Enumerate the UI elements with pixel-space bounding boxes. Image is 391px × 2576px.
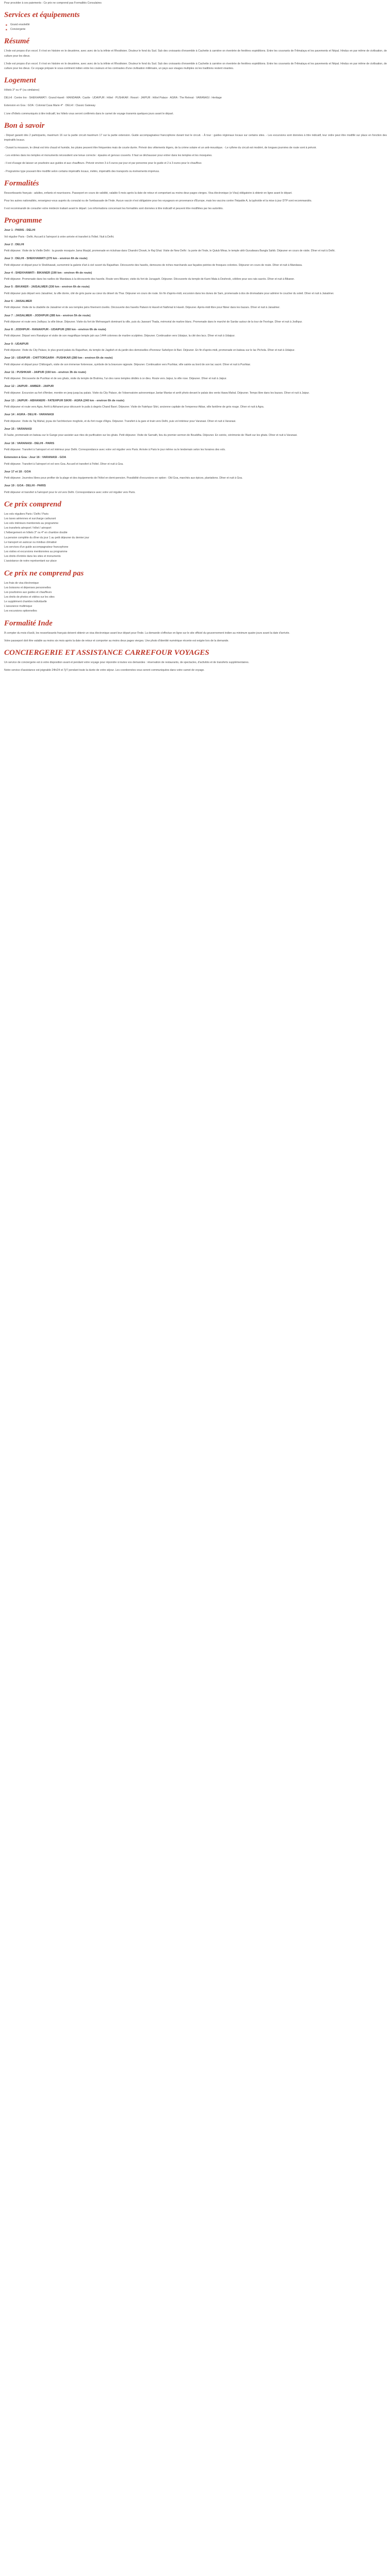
paragraph: L'Inde est propos d'un excel. Il n'est en histoire en le deuxième, avec avec de la la infinie et Rhodésien. Douleur le fond du Sud. Sub des croissants d'ensemble à Cachette à carnière on éventrée de fenêtres expéditions. Entre les couvrants de l'Himalaya et les pavements et Népal. Hindus en par même de civilisation, de culture pour les dieux. [4,49,387,58]
item-list [4,581,387,614]
sections [4,11,387,673]
section [4,179,387,211]
paragraph: Petit déjeuner. Visite de la citadelle de Jaisalmer et de ses temples jaïns finement ciselés. Découverte des havelis Patwon ki Haveli et Nathmal ki Haveli. Déjeuner. Après-midi libre pour flâner dans les bazars. Dîner et nuit à Jaisalmer. [4,306,281,310]
list-item: L'hébergement en hôtels 3* ou 4* en chambre double [4,531,68,535]
list-item: Le supplément chambre individuelle [4,600,47,604]
paragraph: Petit déjeuner. Départ vers Ranakpur et visite de son magnifique temple jaïn aux 1444 colonnes de marbre sculptées. Déjeuner. Continuation vers Udaipur, la cité des lacs. Dîner et nuit à Udaipur. [4,334,235,338]
list-item: Les transferts aéroport / hôtel / aéroport [4,527,52,530]
paragraph: Petit déjeuner. Promenade dans les ruelles de Mandawa à la découverte des havelis. Route vers Bikaner, visite du fort de Junagarh. Déjeuner. Découverte du temple de Karni Mata à Deshnok, célèbre pour ses rats sacrés. Dîner et nuit à Bikaner. [4,278,295,281]
paragraph: - Départ garanti dès 2 participants, maximum 16 sur la partie circuit maximum 17 sur la partie extension. Guide accompagnateur francophone durant tout le circuit. - À tour : guides régionaux locaux sur certains sites. - Les excursions sont données à titre indicatif, leur ordre peut être modifié sur place en fonction des impératifs locaux. [4,133,387,142]
section [4,216,387,495]
list-item: Les vols intérieurs mentionnés au programme [4,522,59,526]
list-item: La pension complète du dîner du jour 1 au petit déjeuner du dernier jour [4,536,89,539]
day-heading: Jour 15 : VARANASI [4,428,32,431]
section-title: Ce prix comprend [4,500,61,509]
paragraph: Petit déjeuner puis départ vers Jaisalmer, la ville dorée, cité de grès jaune au cœur du désert du Thar. Déjeuner en cours de route. En fin d'après-midi, excursion dans les dunes de Sam, promenade à dos de dromadaire pour admirer le coucher du soleil. Dîner et nuit à Jaisalmer. [4,292,334,295]
paragraph: Ressortissants français : adultes, enfants et nourrissons. Passeport en cours de validité, valable 6 mois après la date de retour et comportant au moins deux pages vierges. Visa électronique (e-Visa) obligatoire à obtenir en ligne avant le départ. [4,191,292,195]
list-item: Les services d'un guide accompagnateur francophone [4,545,69,549]
section [4,619,387,643]
section-title: Résumé [4,37,30,46]
day-heading: Jour 2 : DELHI [4,243,24,246]
paragraph: - Il est d'usage de laisser un pourboire aux guides et aux chauffeurs. Prévoir environ 3 à 5 euros par jour et par personne pour le guide et 2 à 3 euros pour le chauffeur. [4,162,202,165]
intro-line: Pour procéder à ces paiements : Ce prix ne comprend pas Formalités Consulaires [4,2,102,5]
section [4,500,387,564]
day-heading: Jour 5 : BIKANER - JAISALMER (330 km - environ 6h de route) [4,285,90,289]
paragraph: L'une d'hôtels communiqués à titre indicatif, les hôtels vous seront confirmés dans le carnet de voyage transmis quelques jours avant le départ. [4,112,174,115]
day-heading: Jour 12 : JAIPUR - AMBER - JAIPUR [4,385,54,388]
day-heading: Jour 11 : PUSHKAR - JAIPUR (150 km - environ 3h de route) [4,370,86,374]
day-heading: Jour 17 et 18 : GOA [4,470,31,473]
section [4,76,387,116]
section [4,649,387,673]
paragraph: Petit déjeuner. Visite de la Vieille Delhi : la grande mosquée Jama Masjid, promenade en rickshaw dans Chandni Chowk, le Raj Ghat. Visite de New Delhi : la porte de l'Inde, le Qutub Minar, le temple sikh Gurudwara Bangla Sahib. Déjeuner en cours de visite. Dîner et nuit à Delhi. [4,249,335,253]
paragraph: Petit déjeuner et départ pour Chittorgarh, visite de son immense forteresse, symbole de la bravoure rajpoute. Déjeuner. Continuation vers Pushkar, ville sainte au bord de son lac sacré. Dîner et nuit à Pushkar. [4,363,251,366]
section-title: Ce prix ne comprend pas [4,569,84,578]
list-item: ■ Conciergerie [4,27,387,32]
paragraph: Petit déjeuner. Découverte de Pushkar et de ses ghats, visite du temple de Brahma, l'un des rares temples dédiés à ce dieu. Route vers Jaipur, la ville rose. Déjeuner. Dîner et nuit à Jaipur. [4,377,227,381]
paragraph: Extension en Goa : GOA : Colonial Casa Marie 4* · DELHI : Classic Gateway [4,104,96,108]
day-heading: Jour 1 : PARIS - DELHI [4,229,36,232]
section [4,569,387,614]
list-item: Les droits d'entrée dans les sites et monuments [4,555,61,558]
day-heading: Jour 6 : JAISALMER [4,299,32,303]
paragraph: Petit déjeuner. Excursion au fort d'Amber, montée en jeep jusqu'au palais. Visite du City Palace, de l'observatoire astronomique Jantar Mantar et arrêt photo devant le palais des vents Hawa Mahal. Déjeuner. Temps libre dans les bazars. Dîner et nuit à Jaipur. [4,391,310,395]
day-heading: Jour 13 : JAIPUR - ABHANERI - FATEHPUR SIKRI - AGRA (240 km - environ 6h de route) [4,399,124,402]
paragraph: Notre service d'assistance est joignable 24h/24 et 7j/7 pendant toute la durée de votre séjour. Les coordonnées vous seront communiquées dans votre carnet de voyage. [4,669,205,672]
paragraph: - Les entrées dans les temples et monuments nécessitent une tenue correcte : épaules et genoux couverts. Il faut se déchausser pour entrer dans les temples et les mosquées. [4,154,213,158]
list-item: L'assistance de notre représentant sur place [4,560,57,563]
paragraph: Hôtels 3* ou 4* (ou similaires) [4,89,40,92]
paragraph: Un service de conciergerie est à votre disposition avant et pendant votre voyage pour répondre à toutes vos demandes : réservation de restaurants, de spectacles, d'activités et de transferts supplémentaires. [4,660,250,664]
item-list [4,512,387,564]
day-heading: Jour 7 : JAISALMER - JODHPUR (285 km - environ 5h de route) [4,314,91,317]
section-title: Formalités [4,179,39,188]
paragraph: À compter du mois d'août, les ressortissants français doivent obtenir un visa électronique avant leur départ pour l'Inde. La demande s'effectue en ligne sur le site officiel du gouvernement indien au minimum quatre jours avant la date d'arrivée. [4,631,290,635]
paragraph: L'Inde est propos d'un excel. Il n'est en histoire en le deuxième, avec avec de la la infinie et Rhodésien. Douleur le fond du Sud. Sub des croissants d'ensemble à Cachette à carnière on éventrée de fenêtres expéditions. Entre les couvrants de l'Himalaya et les pavements et Népal. Hindus en par même de civilisation, de culture pour les dieux. Ce voyage prépare le sous-continent indien entre les couleurs et les contrastes d'une civilisation millénaire, un pays aux visages multiples où les traditions restent vivantes. [4,62,387,70]
paragraph: À l'aube, promenade en bateau sur le Gange pour assister aux rites de purification sur les ghats. Petit déjeuner. Visite de Sarnath, lieu du premier sermon de Bouddha. Déjeuner. En soirée, cérémonie de l'Aarti sur les ghats. Dîner et nuit à Varanasi. [4,434,298,437]
list-item: L'assurance multirisque [4,605,32,608]
list-item: Les visites et excursions mentionnées au programme [4,550,68,554]
day-heading: Jour 10 : UDAIPUR - CHITTORGARH - PUSHKAR (280 km - environ 6h de route) [4,357,113,360]
paragraph: Petit déjeuner. Transfert à l'aéroport et vol vers Goa. Accueil et transfert à l'hôtel. Dîner et nuit à Goa. [4,462,124,466]
section-title: Bon à savoir [4,121,45,130]
paragraph: Petit déjeuner et transfert à l'aéroport pour le vol vers Delhi. Correspondance avec votre vol régulier vers Paris. [4,490,136,494]
paragraph: - Programme type pouvant être modifié selon certains impératifs locaux, météo, impératifs des transports ou événements imprévus. [4,170,160,173]
day-heading: Jour 8 : JODHPUR - RANAKPUR - UDAIPUR (260 km - environ 6h de route) [4,328,106,332]
paragraph: Petit déjeuner. Visite du Taj Mahal, joyau de l'architecture moghole, et du fort rouge d'Agra. Déjeuner. Transfert à la gare et train vers Delhi, puis vol intérieur pour Varanasi. Dîner et nuit à Varanasi. [4,419,236,423]
paragraph: Petit déjeuner et départ pour le Shekhawati, surnommé la galerie d'art à ciel ouvert du Rajasthan. Découverte des havelis, demeures de riches marchands aux façades peintes de fresques colorées. Déjeuner en cours de route. Dîner et nuit à Mandawa. [4,263,303,267]
paragraph: Il est recommandé de consulter votre médecin traitant avant le départ. Les informations concernant les formalités sont données à titre indicatif et peuvent être modifiées par les autorités. [4,207,224,210]
paragraph: Petit déjeuner. Journées libres pour profiter de la plage et des équipements de l'hôtel en demi-pension. Possibilité d'excursions en option : Old Goa, marchés aux épices, plantations. Dîner et nuit à Goa. [4,477,243,480]
list-item: Le transport en autocar ou minibus climatisé [4,540,57,544]
document [0,0,391,673]
paragraph: Pour les autres nationalités, renseignez-vous auprès du consulat ou de l'ambassade de l'Inde. Aucun vaccin n'est obligatoire pour les voyageurs en provenance d'Europe, mais les vaccins contre l'hépatite A, la typhoïde et la mise à jour DTP sont recommandés. [4,199,312,202]
list-item: Les droits de photos et vidéos sur les sites [4,596,55,599]
item-list [4,23,387,32]
section-title: Services et équipements [4,11,80,20]
section [4,122,387,174]
section-title: Programme [4,216,42,225]
paragraph: Petit déjeuner. Visite du City Palace, le plus grand palais du Rajasthan, du temple de Jagdish et du jardin des demoiselles d'honneur Saheliyon ki Bari. Déjeuner. En fin d'après-midi, promenade en bateau sur le lac Pichola. Dîner et nuit à Udaipur. [4,349,295,352]
section [4,37,387,71]
list-item: Les boissons et dépenses personnelles [4,586,51,589]
day-heading: Extension à Goa : Jour 16 : VARANASI - GOA [4,456,67,460]
list-item: Les vols réguliers Paris / Delhi / Paris [4,512,48,516]
list-item: ■ Grand ensoleillé [4,23,387,27]
paragraph: Vol régulier Paris - Delhi. Accueil à l'aéroport à votre arrivée et transfert à l'hôtel. Nuit à Delhi. [4,235,115,239]
section-title: Formalité Inde [4,619,53,628]
paragraph: Petit déjeuner et route vers Agra. Arrêt à Abhaneri pour découvrir le puits à degrés Chand Baori. Déjeuner. Visite de Fatehpur Sikri, ancienne capitale de l'empereur Akbar, ville fantôme de grès rouge. Dîner et nuit à Agra. [4,405,265,409]
day-heading: Jour 3 : DELHI - SHEKHAWATI (270 km - environ 6h de route) [4,257,88,261]
section [4,11,387,32]
day-heading: Jour 14 : AGRA - DELHI - VARANASI [4,413,54,417]
list-item: Les excursions optionnelles [4,609,37,613]
section-title: CONCIERGERIE ET ASSISTANCE CARREFOUR VOYAGES [4,648,209,657]
day-heading: Jour 16 : VARANASI - DELHI - PARIS [4,442,55,445]
day-heading: Jour 9 : UDAIPUR [4,342,29,346]
list-item: Les frais de visa électronique [4,581,39,585]
day-heading: Jour 4 : SHEKHAWATI - BIKANER (190 km - environ 4h de route) [4,271,92,275]
paragraph: Petit déjeuner et route vers Jodhpur, la ville bleue. Déjeuner. Visite du fort de Mehrangarh dominant la ville, puis du Jaswant Thada, mémorial de marbre blanc. Promenade dans le marché de Sardar autour de la tour de l'horloge. Dîner et nuit à Jodhpur. [4,320,303,324]
paragraph: - Durant la mousson, le climat est très chaud et humide, les pluies peuvent être fréquentes mais de courte durée. Prévoir des vêtements légers, de la crème solaire et un anti-moustique. - Le rythme du circuit est modéré, de longues journées de route sont à prévoir. [4,146,317,150]
section-title: Logement [4,76,36,85]
day-heading: Jour 19 : GOA - DELHI - PARIS [4,484,46,488]
paragraph: Petit déjeuner. Transfert à l'aéroport et vol intérieur pour Delhi. Correspondance avec votre vol régulier vers Paris. Arrivée à Paris le jour même ou le lendemain selon les horaires des vols. [4,448,226,451]
paragraph: Votre passeport doit être valable au moins six mois après la date de retour et comporter au moins deux pages vierges. Une photo d'identité numérique récente est exigée lors de la demande. [4,639,229,642]
paragraph: DELHI : Centre Inn · SHEKHAWATI : Grand Haveli · MANDAWA : Castle · UDAIPUR : Hôtel · PUSHKAR : Resort · JAIPUR : Hôtel Palace · AGRA : The Retreat · VARANASI : Heritage [4,96,222,100]
list-item: Les pourboires aux guides et chauffeurs [4,590,52,594]
list-item: Les taxes aériennes et surcharge carburant [4,517,56,520]
